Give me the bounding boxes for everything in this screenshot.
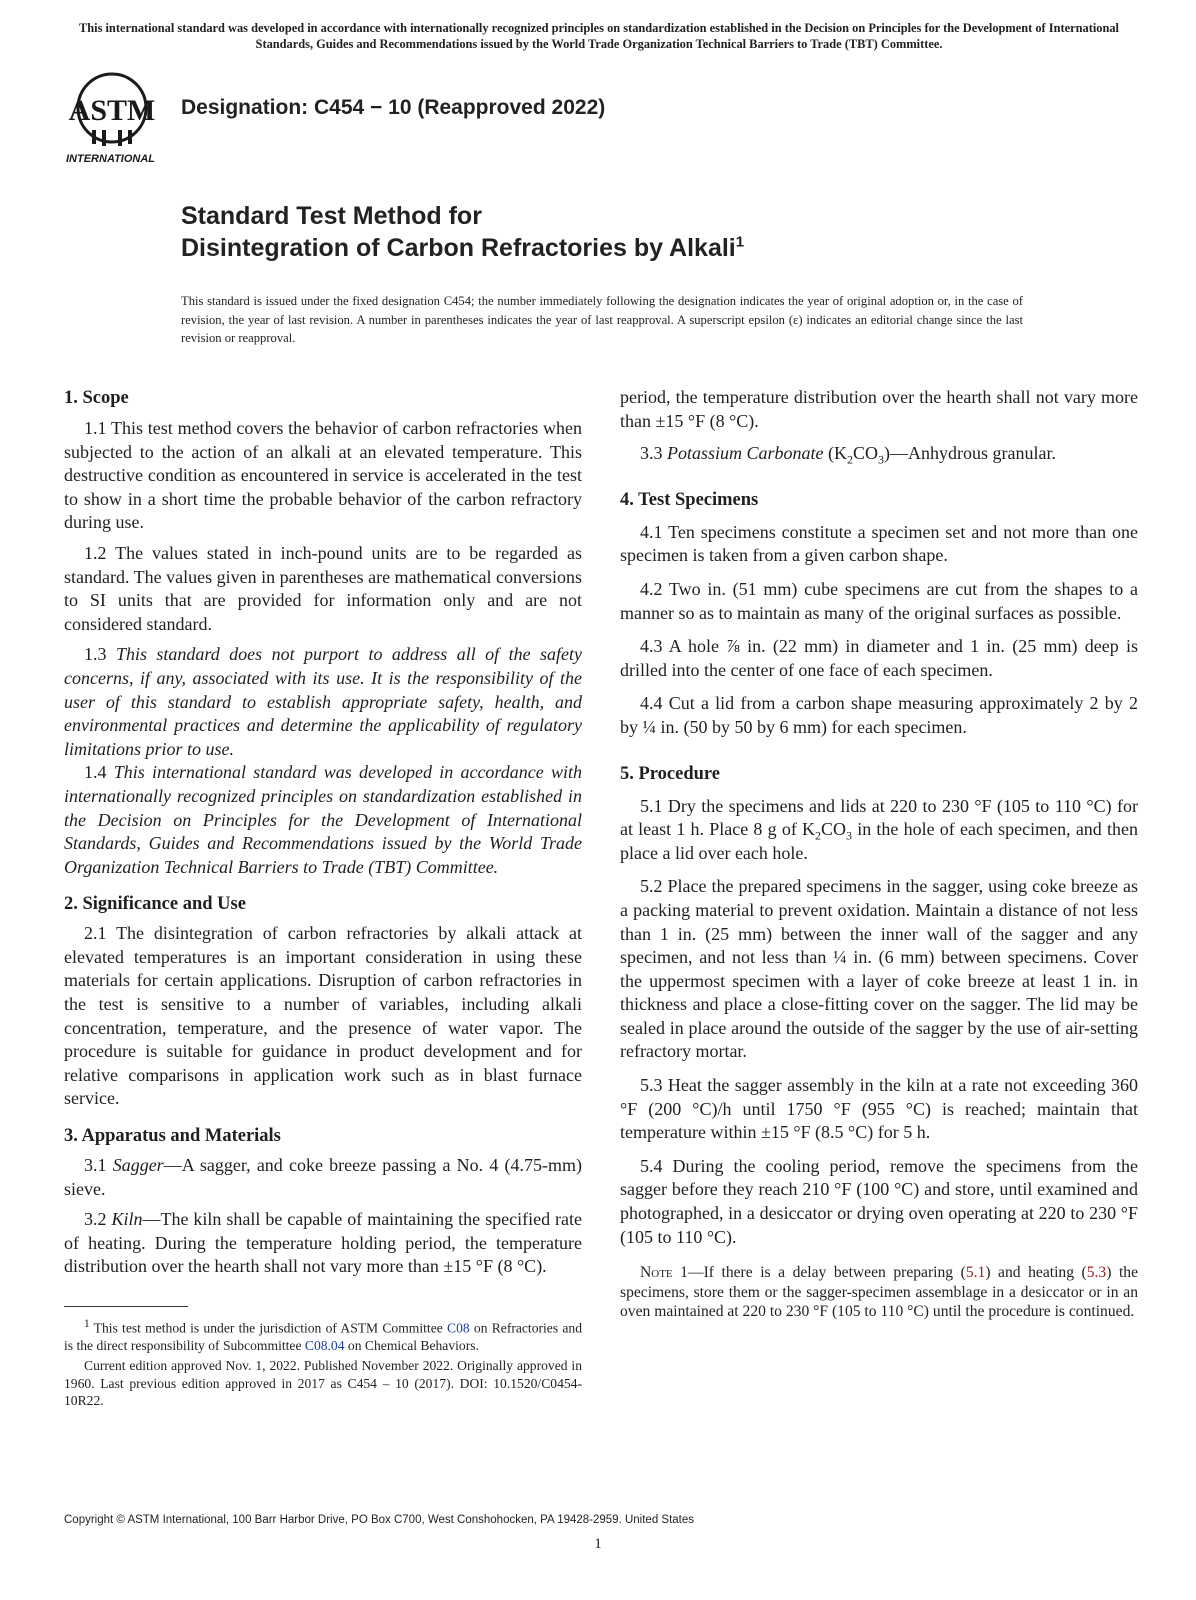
para-3-2: 3.2 Kiln—The kiln shall be capable of maintaining the specified rate of heating. During the temperature holding period, the temperature distribution over the hearth shall not vary more than ±15 °F (8 °C). [64,1209,583,1277]
para-3-3: 3.3 Potassium Carbonate $(K_2CO_3)—Anhydrous$ granular. [640,443,1056,467]
section-heading-significance: 2. Significance and Use [64,894,246,915]
para-5-2: 5.2 Place the prepared specimens in the sagger, using coke breeze as a packing material to prevent oxidation. Maintain a distance of not less than 1 in. (25 mm) between the inner wall of the sagger and any specimen, and not less than ¼ in. (6 mm) between specimens. Cover the uppermost specimen with a layer of coke breeze at least 1 in. in thickness and place a close-fitting cover on the sagger. The lid may be sealed in place around the outside of the sagger by the use of air-setting refractory mortar. [620,876,1138,1062]
section-heading-specimens: 4. Test Specimens [620,489,759,510]
para-4-4: 4.4 Cut a lid from a carbon shape measuring approximately 2 by 2 by ¼ in. (50 by 50 by 6 mm) for each specimen. [620,693,1138,737]
para-3-2-continued: period, the temperature distribution over the hearth shall not vary more than ±15 °F (8 °C). [620,387,1138,431]
title-line-2: Disintegration of Carbon Refractories by Alkali$^1$ [181,233,745,262]
footnote-2: Current edition approved Nov. 1, 2022. Published November 2022. Originally approved in 1960. Last previous edition approved in 2017 as C454 – 10 (2017). DOI: 10.1520/C0454-10R22. [64,1357,582,1409]
tbt-notice: This international standard was developed in accordance with internationally recognized principles on standardization established in the Decision on Principles for the Development of International Standards, Guides and Recommendations issued by the World Trade Organization Technical Barriers to Trade (TBT) Committee. [78,21,1120,51]
astm-logo [64,70,174,166]
para-5-4: 5.4 During the cooling period, remove the specimens from the sagger before they reach 210 °F (100 °C) and store, until examined and photographed, in a desiccator or drying oven operating at 220 to 230 °F (105 to 110 °C). [620,1155,1138,1247]
copyright: Copyright © ASTM International, 100 Barr Harbor Drive, PO Box C700, West Conshohocken, PA 19428-2959. United States [64,1514,695,1526]
section-heading-apparatus: 3. Apparatus and Materials [64,1126,281,1147]
left-column [64,386,583,1277]
para-4-2: 4.2 Two in. (51 mm) cube specimens are cut from the shapes to a manner so as to maintain as many of the original surfaces as possible. [620,578,1138,623]
footnote-rule [64,1306,188,1307]
issued-note: This standard is issued under the fixed designation C454; the number immediately following the designation indicates the year of original adoption or, in the case of revision, the year of last revision. A number in parentheses indicates the year of last reapproval. A superscript epsilon (ε) indicates an editorial change since the last revision or reapproval. [181,294,1023,345]
section-heading-scope: 1. Scope [64,388,129,408]
designation: Designation: C454 − 10 (Reapproved 2022) [181,96,606,119]
title-line-1: Standard Test Method for [181,202,482,230]
link-c08[interactable]: C08 [447,1320,470,1336]
astm-logo-icon [64,70,174,166]
para-1-1: 1.1 This test method covers the behavior of carbon refractories when subjected to the action of an alkali at an elevated temperature. This destructive condition as encountered in service is accelerated in the test to show in a short time the probable behavior of the carbon refractory during use. [64,418,582,533]
footnote-1: $^1$ This test method is under the jurisdiction of ASTM Committee C08 on Refractories and is the direct responsibility of Subcommittee C08.04 on Chemical Behaviors. Current edition approved Nov. 1, 2022. Published November 2022. Originally approved in 1960. Last previous edition approved in 2017 as C454 – 10 (2017). DOI: 10.1520/C0454-10R22. [64,1318,582,1409]
para-5-3: 5.3 Heat the sagger assembly in the kiln at a rate not exceeding 360 °F (200 °C)/h until 1750 °F (955 °C) is reached; maintain that temperature within ±15 °F (8.5 °C) for 5 h. [620,1075,1138,1143]
para-1-3: 1.3 This standard does not purport to address all of the safety concerns, if any, associated with its use. It is the responsibility of the user of this standard to establish appropriate safety, health, and environmental practices and determine the applicability of regulatory limitations prior to use. [64,644,582,759]
para-4-1: 4.1 Ten specimens constitute a specimen set and not more than one specimen is taken from a given carbon shape. [620,521,1138,566]
logo-text: ASTM [68,94,156,127]
ref-5-1[interactable]: 5.1 [965,1264,986,1282]
document-title [181,200,744,264]
right-column [620,386,1138,1322]
para-5-1: 5.1 Dry the specimens and lids at 220 to 230 °F (105 to 110 °C) for at least 1 h. Place 8 g of $K_2CO_3$ in the hole of each specimen, and then place a lid over each hole. [620,795,1138,863]
note-1: Note 1—If there is a delay between preparing (5.1) and heating (5.3) the specimens, store them or the sagger-specimen assemblage in a desiccator or in an oven maintained at 220 to 230 °F (105 to 110 °C) until the procedure is continued. [620,1264,1138,1321]
para-2-1: 2.1 The disintegration of carbon refractories by alkali attack at elevated temperatures is an important consideration in using these materials for certain applications. Disruption of carbon refractories in the test is sensitive to a number of variables, including alkali concentration, temperature, and the presence of water vapor. The procedure is suitable for guidance in product development and for relative comparisons in application work such as in blast furnace service. [64,923,582,1109]
link-c08-04[interactable]: C08.04 [304,1338,345,1354]
para-1-2: 1.2 The values stated in inch-pound units are to be regarded as standard. The values given in parentheses are mathematical conversions to SI units that are provided for information only and are not considered standard. [64,542,582,634]
title-footnote-mark: 1 [735,233,745,251]
para-3-1: 3.1 Sagger—A sagger, and coke breeze passing a No. 4 (4.75-mm) sieve. [64,1155,583,1199]
para-4-3: 4.3 A hole ⅞ in. (22 mm) in diameter and 1 in. (25 mm) deep is drilled into the center of one face of each specimen. [620,636,1138,680]
ref-5-3[interactable]: 5.3 [1086,1264,1107,1282]
para-1-4: 1.4 This international standard was developed in accordance with internationally recognized principles on standardization established in the Decision on Principles for the Development of International Standards, Guides and Recommendations issued by the World Trade Organization Technical Barriers to Trade (TBT) Committee. [64,762,582,877]
page-number: 1 [594,1536,602,1552]
logo-sub: INTERNATIONAL [66,153,156,165]
section-heading-procedure: 5. Procedure [620,763,721,784]
